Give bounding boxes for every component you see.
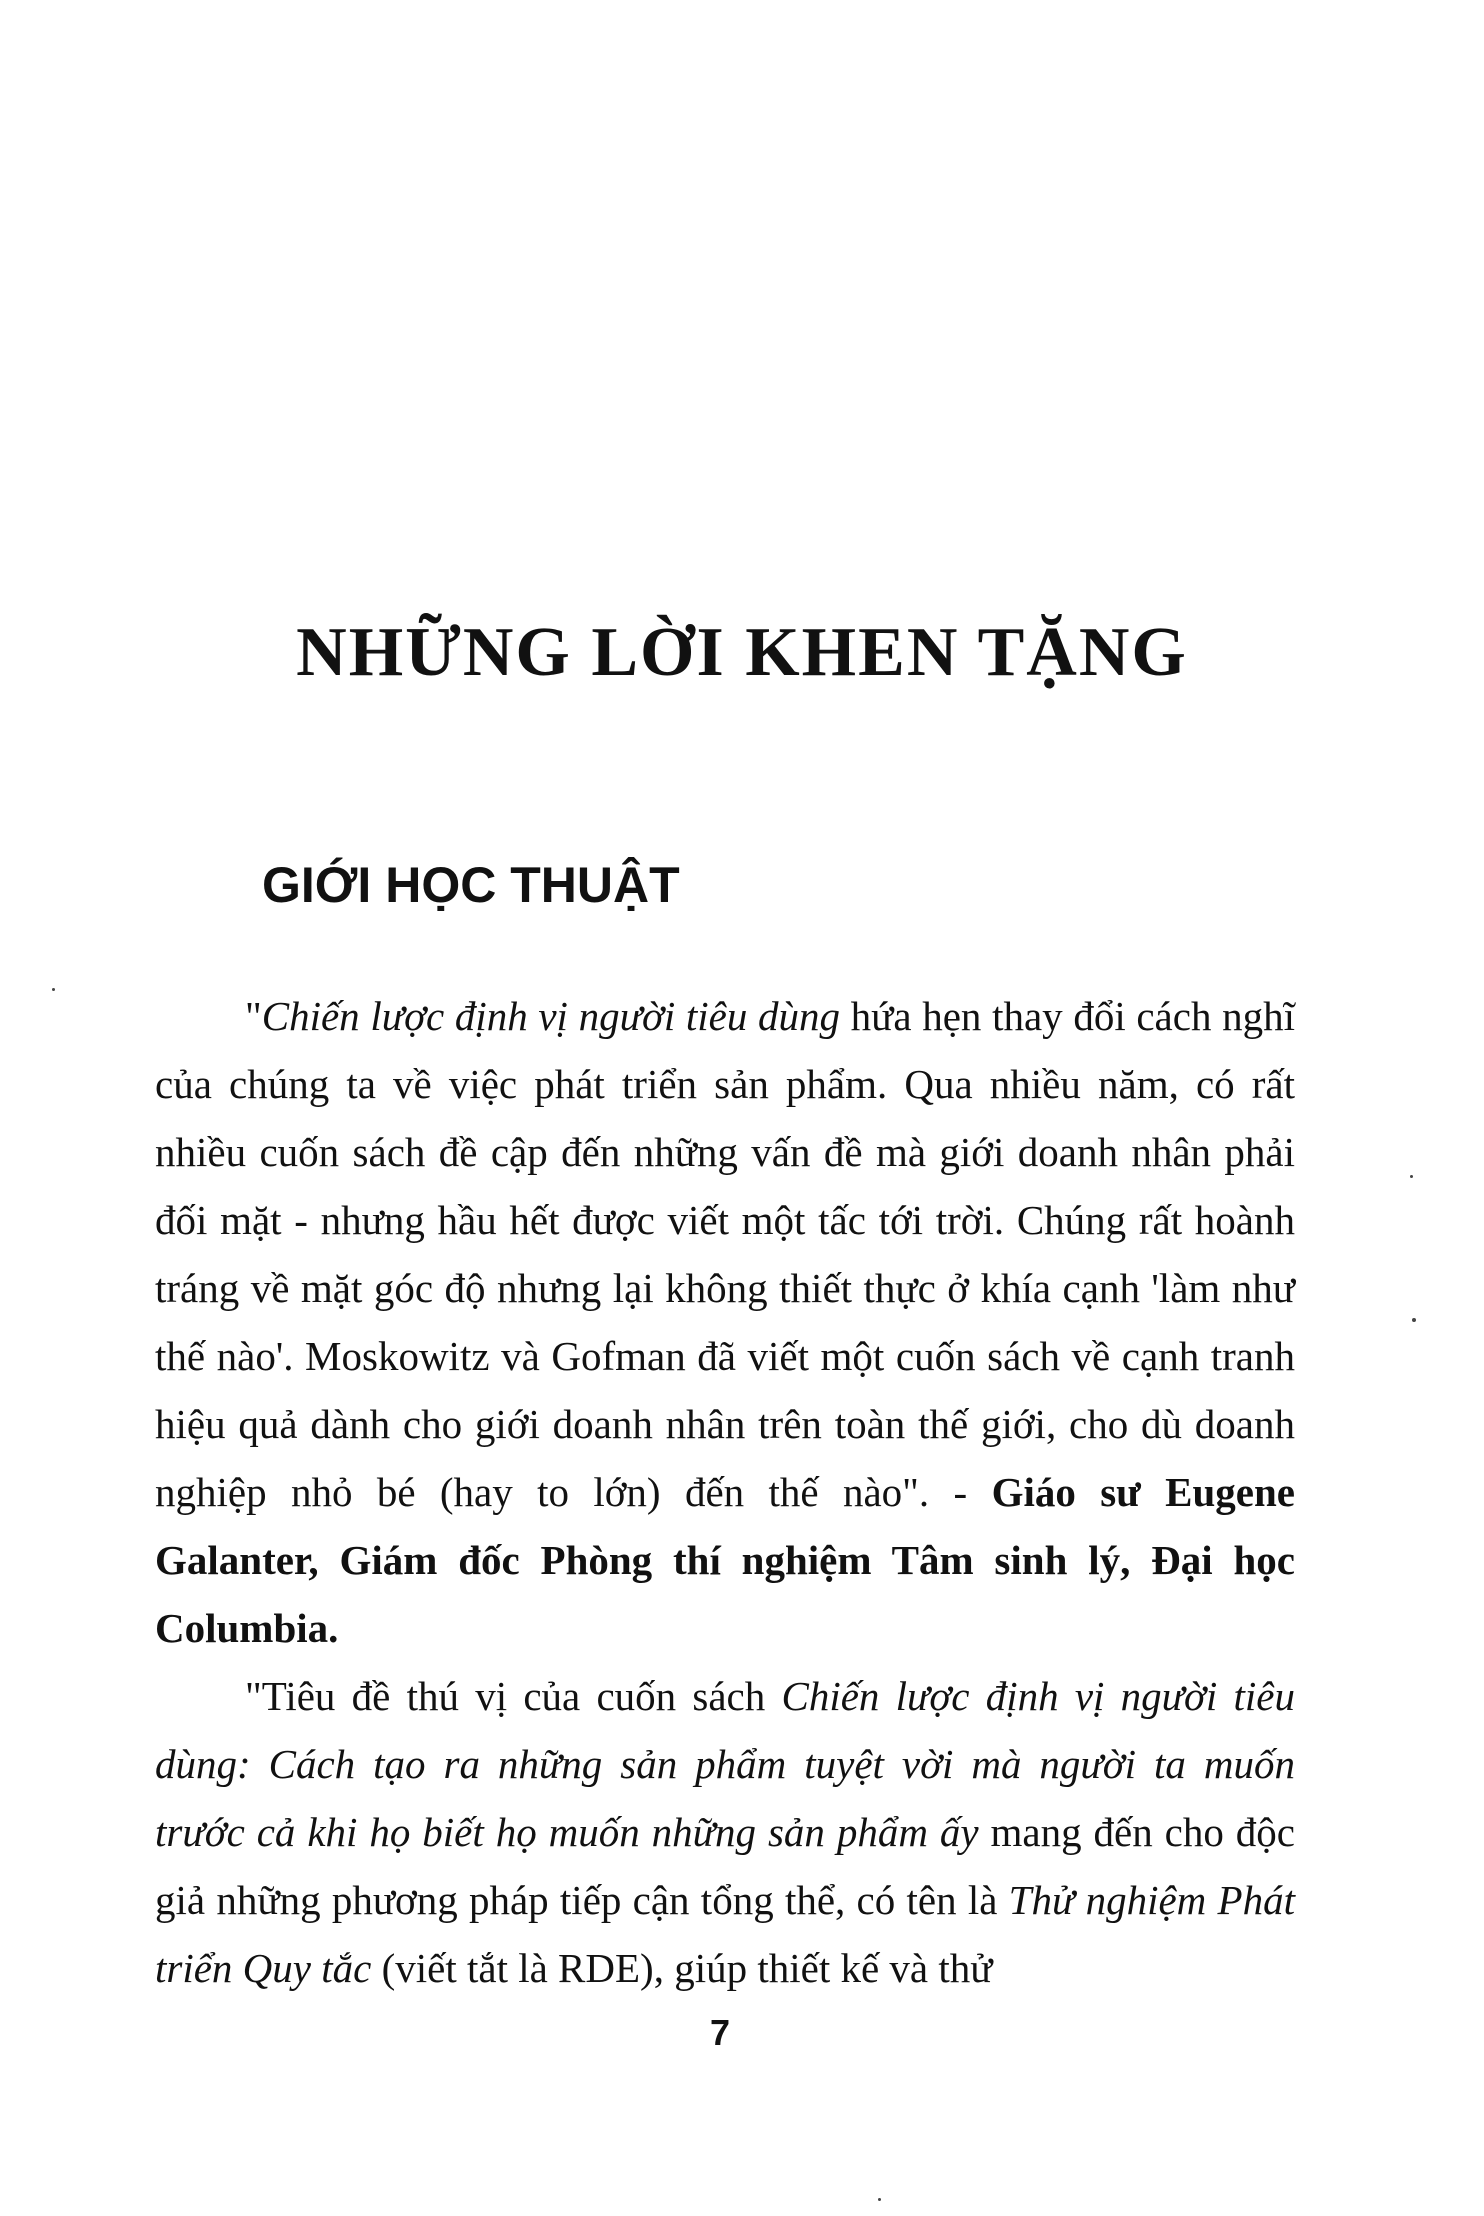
quote2-tail: (viết tắt là RDE), giúp thiết kế và thử: [371, 1945, 993, 1991]
scan-speck: [1410, 1175, 1413, 1178]
full-book-title-italic: Chiến lược định vị người tiêu dùng: Cách tạo ra những sản phẩm tuyệt vời mà người ta muốn trước cả khi họ biết họ muốn những sản phẩm ấy: [155, 1673, 1295, 1855]
quote1-attribution: Giáo sư Eugene Galanter, Giám đốc Phòng thí nghiệm Tâm sinh lý, Đại học Columbia.: [155, 1469, 1295, 1651]
quote2-mid: mang đến cho độc giả những phương pháp tiếp cận tổng thể, có tên là: [155, 1809, 1295, 1923]
scan-speck: [1412, 1318, 1416, 1322]
book-title-italic: Chiến lược định vị người tiêu dùng: [261, 993, 841, 1039]
method-name-italic: Thử nghiệm Phát triển Quy tắc: [155, 1877, 1295, 1991]
quote1-open: ": [245, 993, 262, 1039]
chapter-title: NHỮNG LỜI KHEN TẶNG: [296, 614, 1188, 691]
quote1-text: hứa hẹn thay đổi cách nghĩ của chúng ta về việc phát triển sản phẩm. Qua nhiều năm, có rất nhiều cuốn sách đề cập đến những vấn đề mà giới doanh nhân phải đối mặt - nhưng hầu hết được viết một tấc tới trời. Chúng rất hoành tráng về mặt góc độ nhưng lại không thiết thực ở khía cạnh 'làm như thế nào'. Moskowitz và Gofman đã viết một cuốn sách về cạnh tranh hiệu quả dành cho giới doanh nhân trên toàn thế giới, cho dù doanh nghiệp nhỏ bé (hay to lớn) đến thế nào". -: [155, 993, 1295, 1515]
section-heading: GIỚI HỌC THUẬT: [262, 857, 680, 913]
quote-paragraph-1: [155, 982, 1295, 1662]
scan-speck: [878, 2198, 881, 2201]
quote-paragraph-2: [155, 1662, 1295, 2002]
quote2-lead: "Tiêu đề thú vị của cuốn sách: [245, 1673, 782, 1719]
scan-speck: [52, 988, 55, 991]
page-number: 7: [709, 2012, 731, 2053]
body-text: [155, 982, 1295, 2002]
